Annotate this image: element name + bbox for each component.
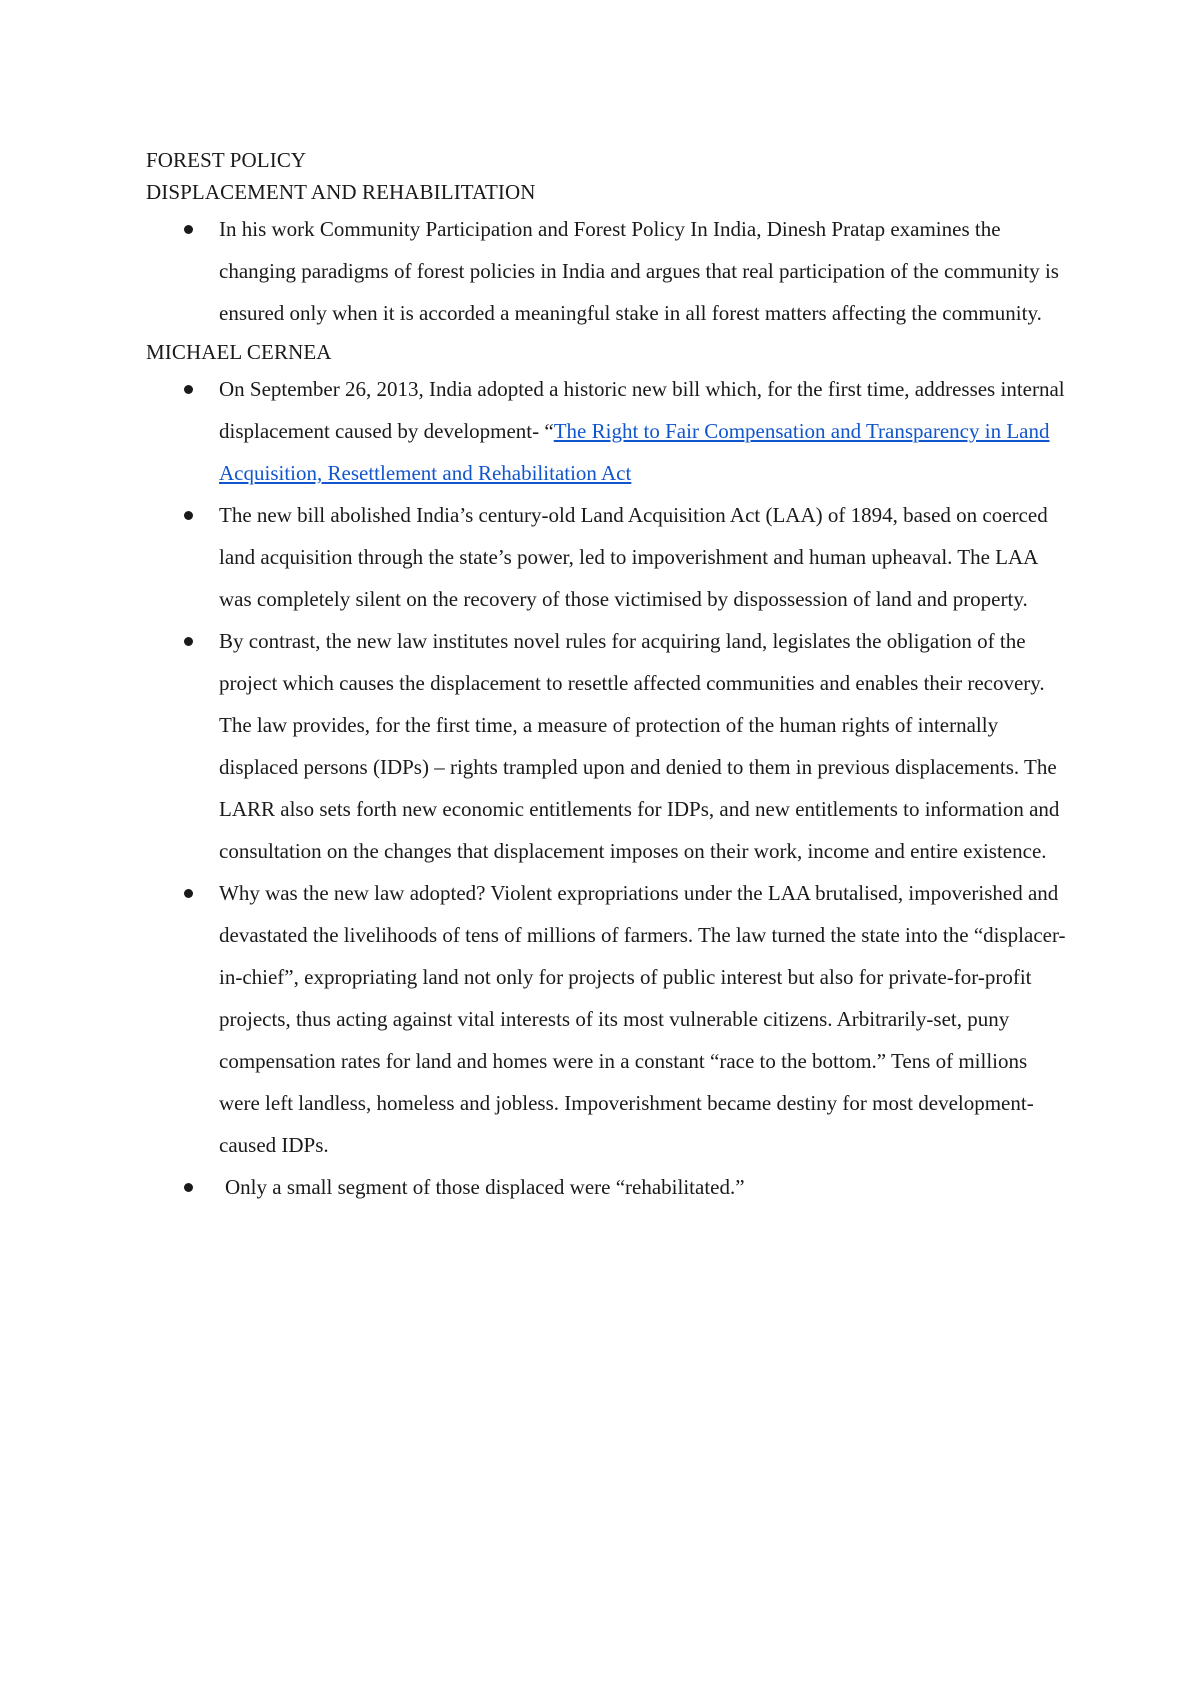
section-heading-michael-cernea: MICHAEL CERNEA — [146, 340, 332, 364]
bullet-icon — [184, 889, 193, 898]
list-item — [146, 208, 1066, 334]
document-content — [146, 144, 1066, 1208]
list-item — [146, 368, 1066, 494]
list-item-text: The new bill abolished India’s century-old Land Acquisition Act (LAA) of 1894, based on coerced land acquisition through the state’s power, led to impoverishment and human upheaval. The LAA was completely silent on the recovery of those victimised by dispossession of land and property. — [219, 503, 1048, 611]
list-item — [146, 494, 1066, 620]
bullet-icon — [184, 225, 193, 234]
document-subtitle: DISPLACEMENT AND REHABILITATION — [146, 180, 536, 204]
list-item — [146, 1166, 1066, 1208]
larr-act-link[interactable]: The Right to Fair Compensation and Transparency in Land Acquisition, Resettlement and Rehabilitation Act — [219, 419, 1050, 485]
list-item-text: By contrast, the new law institutes novel rules for acquiring land, legislates the obligation of the project which causes the displacement to resettle affected communities and enables their recovery. The law provides, for the first time, a measure of protection of the human rights of internally displaced persons (IDPs) – rights trampled upon and denied to them in previous displacements. The LARR also sets forth new economic entitlements for IDPs, and new entitlements to information and consultation on the changes that displacement imposes on their work, income and entire existence. — [219, 629, 1060, 863]
bullet-icon — [184, 511, 193, 520]
list-item-text: In his work Community Participation and Forest Policy In India, Dinesh Pratap examines the changing paradigms of forest policies in India and argues that real participation of the community is ensured only when it is accorded a meaningful stake in all forest matters affecting the community. — [219, 217, 1059, 325]
document-title: FOREST POLICY — [146, 148, 307, 172]
bullet-icon — [184, 385, 193, 394]
list-item-text: Only a small segment of those displaced were “rehabilitated.” — [225, 1175, 745, 1199]
list-item-text: On September 26, 2013, India adopted a historic new bill which, for the first time, addresses internal displacement caused by development- “ — [219, 377, 1065, 443]
section-1-bullet-list — [146, 208, 1066, 334]
list-item — [146, 620, 1066, 872]
list-item-text: Why was the new law adopted? Violent expropriations under the LAA brutalised, impoverished and devastated the livelihoods of tens of millions of farmers. The law turned the state into the “displacer-in-chief”, expropriating land not only for projects of public interest but also for private-for-profit projects, thus acting against vital interests of its most vulnerable citizens. Arbitrarily-set, puny compensation rates for land and homes were in a constant “race to the bottom.” Tens of millions were left landless, homeless and jobless. Impoverishment became destiny for most development-caused IDPs. — [219, 881, 1066, 1157]
bullet-icon — [184, 637, 193, 646]
section-2-bullet-list — [146, 368, 1066, 1208]
bullet-icon — [184, 1183, 193, 1192]
list-item — [146, 872, 1066, 1166]
